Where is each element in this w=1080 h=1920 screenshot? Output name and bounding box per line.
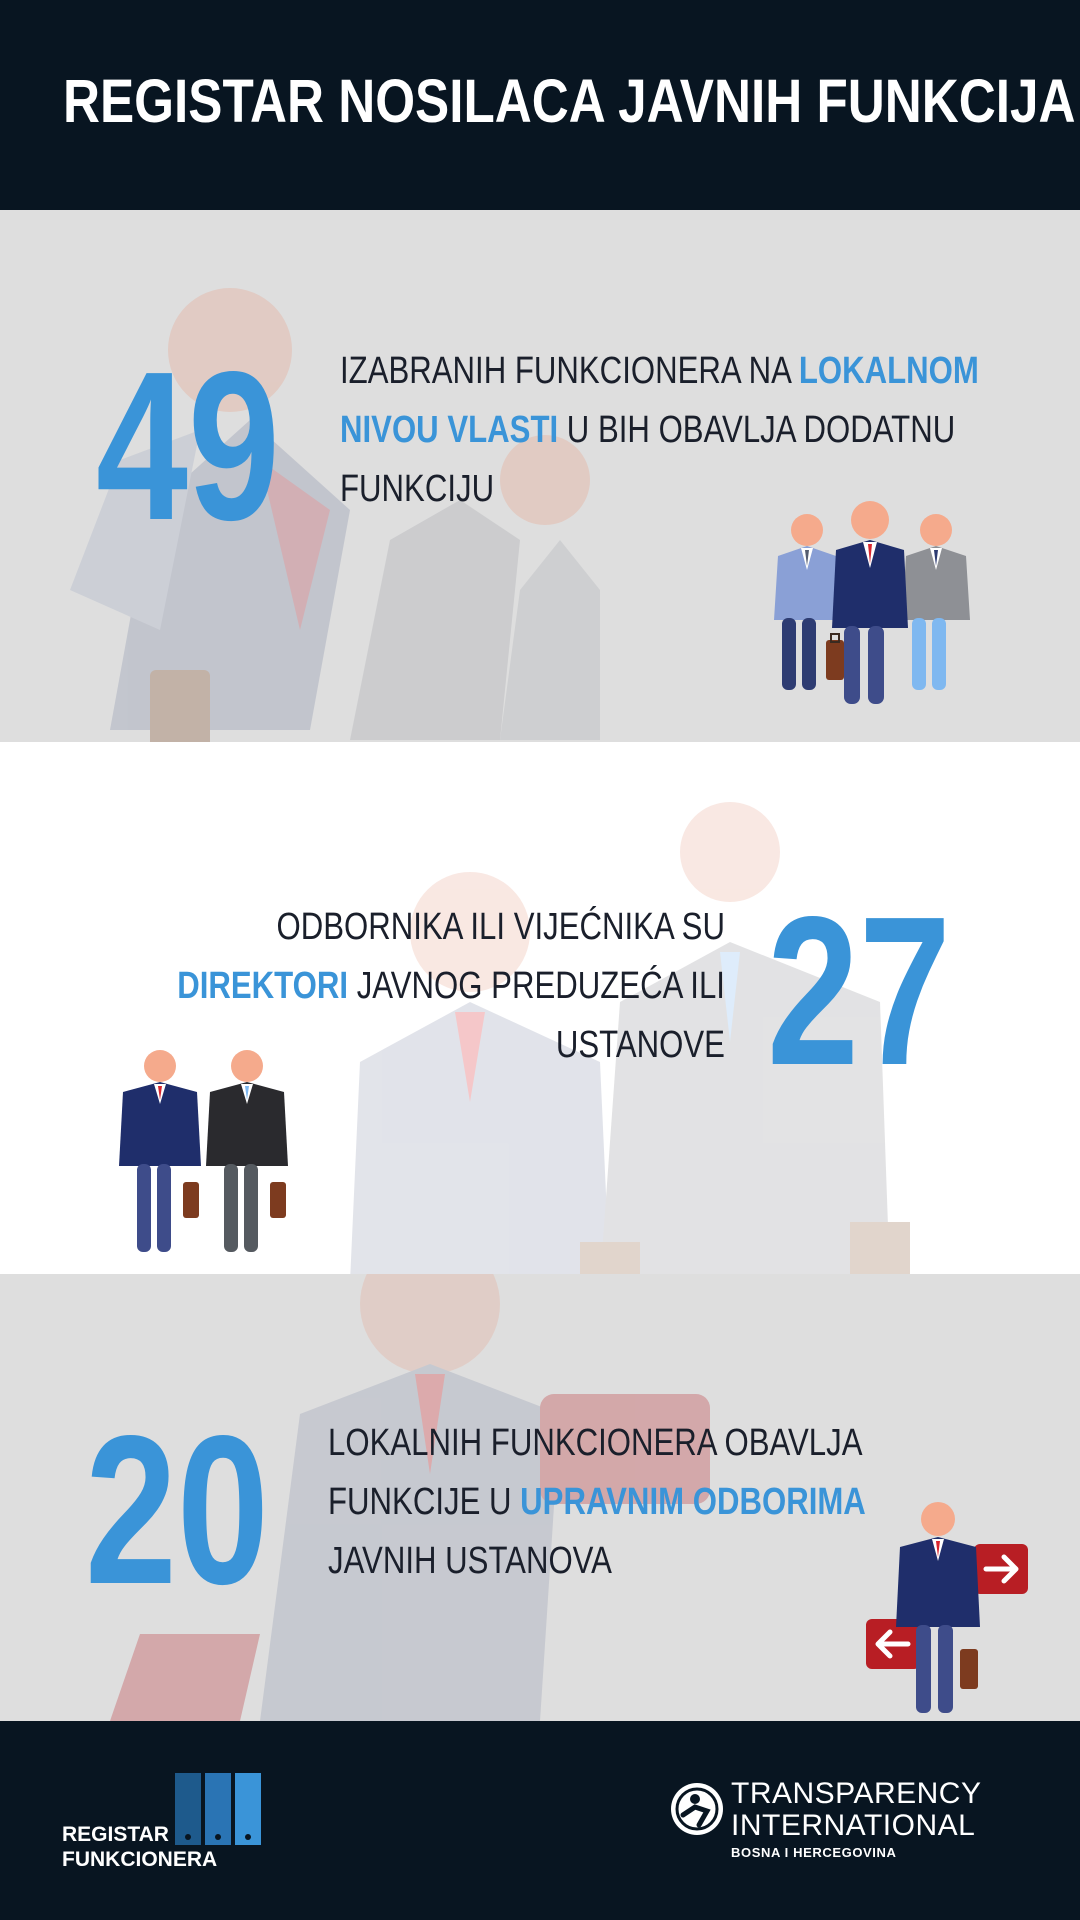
- stat-line: [177, 898, 725, 957]
- stat-line: [328, 1473, 866, 1532]
- stat-number: 20: [85, 1391, 269, 1628]
- stat-text-part: ODBORNIKA ILI VIJEĆNIKA SU: [276, 906, 725, 948]
- page-title: REGISTAR NOSILACA JAVNIH FUNKCIJA: [63, 67, 1076, 135]
- stat-highlight: UPRAVNIM ODBORIMA: [520, 1481, 866, 1523]
- businessmen-group-icon: [750, 500, 990, 740]
- stat-line: [340, 401, 979, 460]
- page-footer: [0, 1721, 1080, 1920]
- transparency-globe-icon: [669, 1781, 725, 1837]
- stat-text-part: JAVNOG PREDUZEĆA ILI: [348, 965, 725, 1007]
- stat-text-part: LOKALNIH FUNKCIONERA OBAVLJA: [328, 1422, 863, 1464]
- ti-logo-subtitle: BOSNA I HERCEGOVINA: [731, 1845, 897, 1860]
- registar-logo-text: [62, 1822, 217, 1872]
- stat-description: [340, 342, 1080, 519]
- stat-number: 27: [767, 872, 951, 1109]
- stat-text-part: IZABRANIH FUNKCIONERA NA: [340, 350, 799, 392]
- stat-text-part: JAVNIH USTANOVA: [328, 1540, 612, 1582]
- stat-text-part: FUNKCIJU: [340, 468, 495, 510]
- stat-highlight: LOKALNOM: [798, 350, 979, 392]
- stat-line: [328, 1414, 866, 1473]
- ti-logo-line1: TRANSPARENCY: [731, 1777, 982, 1810]
- two-businessmen-icon: [115, 1042, 295, 1262]
- stat-line: [340, 342, 979, 401]
- transparency-international-logo-text: [731, 1778, 981, 1860]
- businessman-arrows-icon: [862, 1499, 1032, 1719]
- stat-text-part: FUNKCIJE U: [328, 1481, 521, 1523]
- page-header: [0, 0, 1080, 210]
- stat-section-boards: [0, 1274, 1080, 1721]
- stat-highlight: NIVOU VLASTI: [340, 409, 559, 451]
- stat-section-directors: [0, 742, 1080, 1274]
- stat-line: [177, 957, 725, 1016]
- stat-text-part: U BIH OBAVLJA DODATNU: [558, 409, 956, 451]
- ti-logo-line2: INTERNATIONAL: [731, 1809, 976, 1842]
- registar-logo-line2: FUNKCIONERA: [62, 1848, 218, 1871]
- stat-section-local-officials: [0, 210, 1080, 742]
- stat-number: 49: [96, 327, 280, 564]
- registar-logo-line1: REGISTAR: [62, 1823, 169, 1846]
- stat-line: [328, 1532, 866, 1591]
- stat-text-part: USTANOVE: [555, 1024, 725, 1066]
- stat-highlight: DIREKTORI: [177, 965, 349, 1007]
